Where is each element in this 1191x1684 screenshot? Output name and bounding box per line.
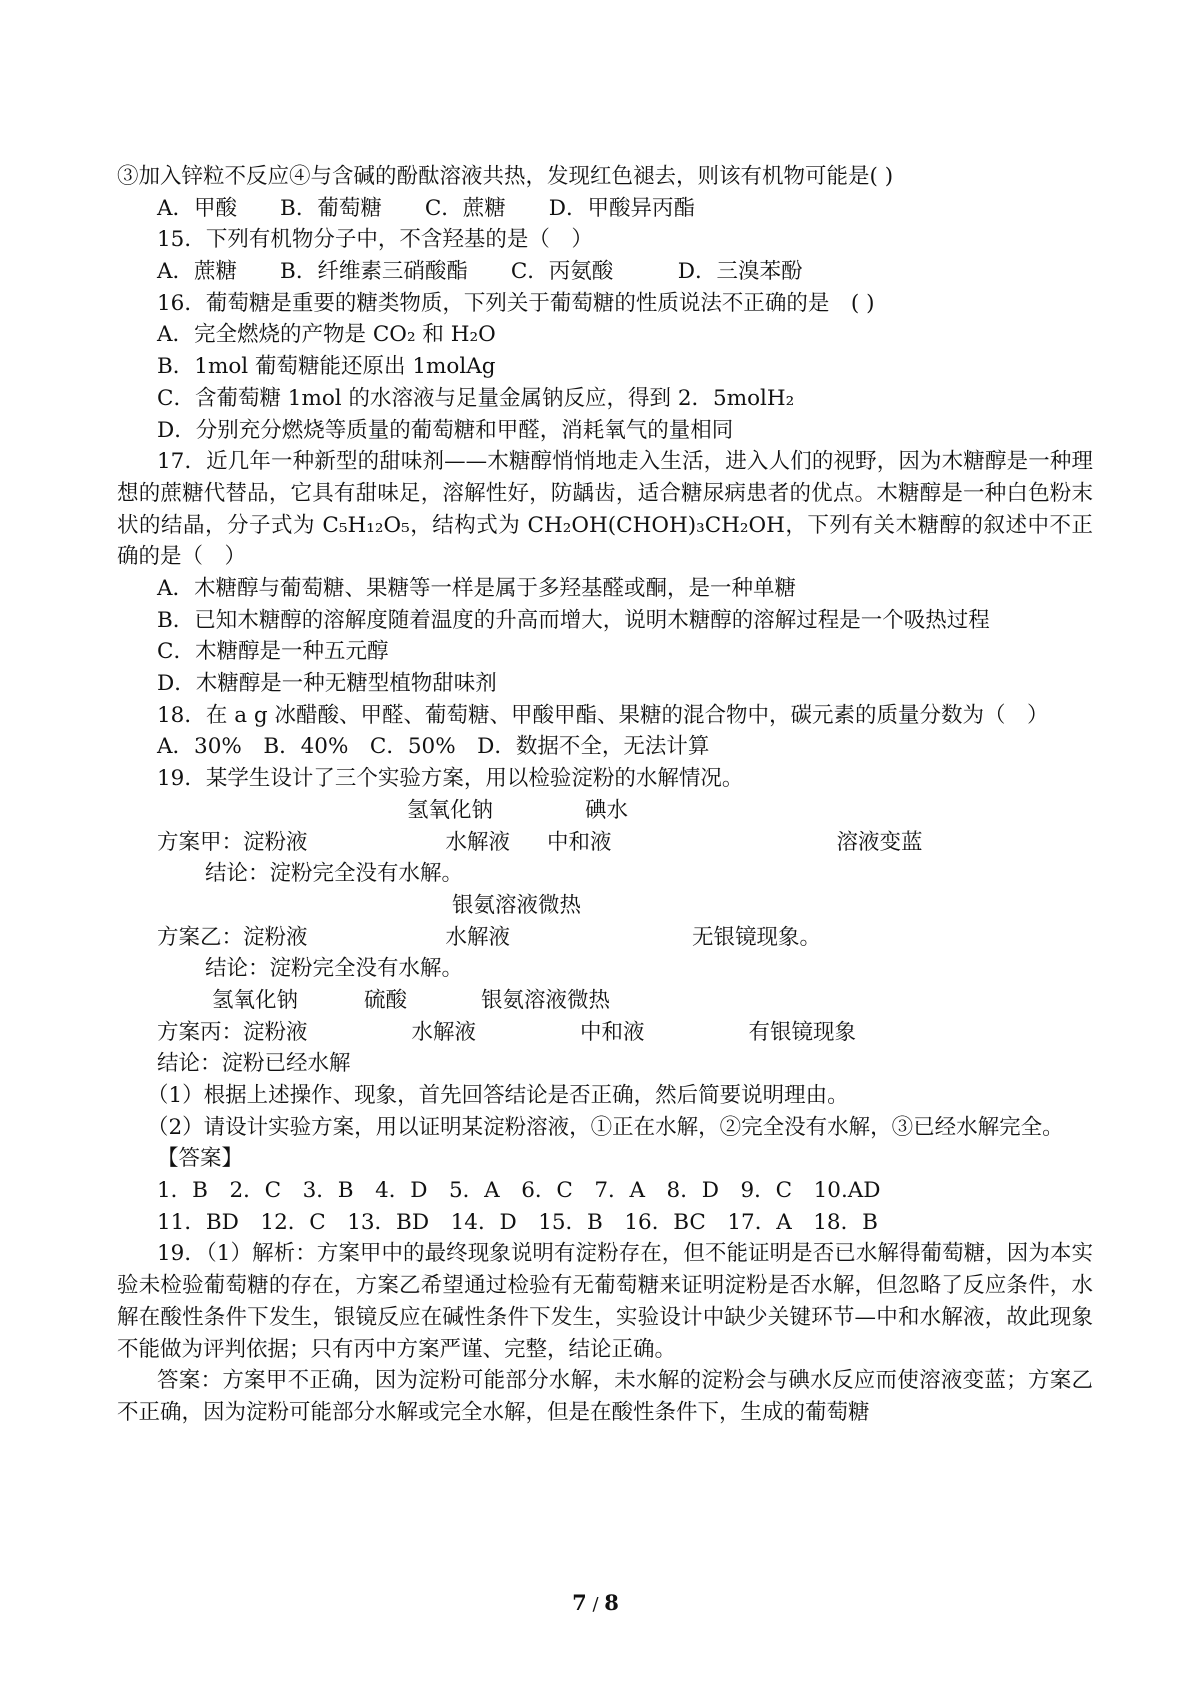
- q14-stem-continued: ③加入锌粒不反应④与含碱的酚酞溶液共热，发现红色褪去，则该有机物可能是( ): [117, 164, 894, 189]
- q16-option-b: B．1mol 葡萄糖能还原出 1molAg: [157, 354, 496, 380]
- plan-bing-conclusion: 结论：淀粉已经水解: [157, 1051, 351, 1077]
- answers-row-2: 11．BD 12．C 13．BD 14．D 15．B 16．BC 17．A 18．B: [157, 1209, 878, 1235]
- plan-jia-result: 溶液变蓝: [836, 829, 923, 855]
- q15-options: A．蔗糖 B．纤维素三硝酸酯 C．丙氨酸 D．三溴苯酚: [157, 259, 803, 285]
- plan-bing-reagent-acid: 硫酸: [364, 987, 408, 1013]
- plan-yi-reagents: [117, 890, 1093, 922]
- q17-option-c: C．木糖醇是一种五元醇: [157, 639, 389, 665]
- q16-option-c: C．含葡萄糖 1mol 的水溶液与足量金属钠反应，得到 2．5molH₂: [157, 385, 795, 411]
- q16-option-a: A．完全燃烧的产物是 CO₂ 和 H₂O: [157, 322, 496, 348]
- answers-row-1: 1．B 2．C 3．B 4．D 5．A 6．C 7．A 8．D 9．C 10.AD: [157, 1178, 881, 1204]
- plan-jia-reagent-naoh: 氢氧化钠: [407, 797, 494, 823]
- plan-bing-neutralized: 中和液: [580, 1019, 645, 1045]
- plan-jia-neutralized: 中和液: [547, 829, 612, 855]
- answers-heading: 【答案】: [157, 1146, 244, 1172]
- q19-stem: 19．某学生设计了三个实验方案，用以检验淀粉的水解情况。: [157, 766, 744, 792]
- page-total: 8: [604, 1590, 619, 1615]
- plan-yi-result: 无银镜现象。: [692, 924, 822, 950]
- plan-bing-reagents: [117, 985, 1093, 1017]
- plan-bing-reagent-silver: 银氨溶液微热: [481, 987, 611, 1013]
- plan-yi-hydrolysate: 水解液: [445, 924, 511, 950]
- plan-bing-flow: [117, 1017, 1093, 1049]
- q16-option-d: D．分别充分燃烧等质量的葡萄糖和甲醛，消耗氧气的量相同: [157, 417, 734, 443]
- q18-stem: 18．在 a g 冰醋酸、甲醛、葡萄糖、甲酸甲酯、果糖的混合物中，碳元素的质量分数为（ ）: [157, 702, 1049, 728]
- plan-yi-conclusion: 结论：淀粉完全没有水解。: [205, 956, 464, 982]
- plan-jia-conclusion: 结论：淀粉完全没有水解。: [205, 861, 464, 887]
- plan-yi-flow: [117, 922, 1093, 954]
- q19-answer: 答案：方案甲不正确，因为淀粉可能部分水解，未水解的淀粉会与碘水反应而使溶液变蓝；方案乙不正确，因为淀粉可能部分水解或完全水解，但是在酸性条件下，生成的葡萄糖: [117, 1368, 1093, 1425]
- plan-jia-reagent-iodine: 碘水: [585, 797, 629, 823]
- plan-yi-reagent-silver: 银氨溶液微热: [452, 892, 582, 918]
- q17-option-a: A．木糖醇与葡萄糖、果糖等一样是属于多羟基醛或酮，是一种单糖: [157, 576, 797, 601]
- q18-options: A．30% B．40% C．50% D．数据不全，无法计算: [157, 734, 710, 760]
- plan-jia-reagents: [117, 795, 1093, 827]
- page-content: [117, 161, 1093, 1429]
- q16-stem: 16．葡萄糖是重要的糖类物质，下列关于葡萄糖的性质说法不正确的是 ( ): [157, 290, 875, 316]
- plan-bing-hydrolysate: 水解液: [411, 1019, 477, 1045]
- plan-yi-label: 方案乙：淀粉液: [157, 924, 308, 950]
- plan-bing-label: 方案丙：淀粉液: [157, 1019, 308, 1045]
- plan-jia-hydrolysate: 水解液: [445, 829, 511, 855]
- page-current: 7: [572, 1590, 587, 1615]
- q19-sub2: （2）请设计实验方案，用以证明某淀粉溶液，①正在水解，②完全没有水解，③已经水解完全。: [147, 1114, 1064, 1140]
- q19-sub1: （1）根据上述操作、现象，首先回答结论是否正确，然后简要说明理由。: [147, 1083, 849, 1109]
- page-separator: /: [586, 1594, 605, 1615]
- q14-options: A．甲酸 B．葡萄糖 C．蔗糖 D．甲酸异丙酯: [157, 195, 696, 221]
- page-number: [0, 1590, 1191, 1615]
- plan-jia-label: 方案甲：淀粉液: [157, 829, 308, 855]
- q15-stem: 15．下列有机物分子中，不含羟基的是（ ）: [157, 227, 593, 253]
- q17-option-b: B．已知木糖醇的溶解度随着温度的升高而增大，说明木糖醇的溶解过程是一个吸热过程: [157, 607, 990, 633]
- plan-jia-flow: [117, 827, 1093, 859]
- plan-bing-result: 有银镜现象: [748, 1019, 857, 1045]
- q17-option-d: D．木糖醇是一种无糖型植物甜味剂: [157, 671, 497, 697]
- q17-stem: 17．近几年一种新型的甜味剂——木糖醇悄悄地走入生活，进入人们的视野，因为木糖醇是一种理想的蔗糖代替品，它具有甜味足，溶解性好，防龋齿，适合糖尿病患者的优点。木糖醇是一种白色粉末状的结晶，分子式为 C₅H₁₂O₅，结构式为 CH₂OH(CHOH)₃CH₂OH，下列有关木糖醇的叙述中不正确的是（ ）: [117, 449, 1093, 570]
- q19-analysis: 19．（1）解析：方案甲中的最终现象说明有淀粉存在，但不能证明是否已水解得葡萄糖，因为本实验未检验葡萄糖的存在，方案乙希望通过检验有无葡萄糖来证明淀粉是否水解，但忽略了反应条件，水解在酸性条件下发生，银镜反应在碱性条件下发生，实验设计中缺少关键环节—中和水解液，故此现象不能做为评判依据；只有丙中方案严谨、完整，结论正确。: [117, 1241, 1093, 1362]
- plan-bing-reagent-naoh: 氢氧化钠: [212, 987, 299, 1013]
